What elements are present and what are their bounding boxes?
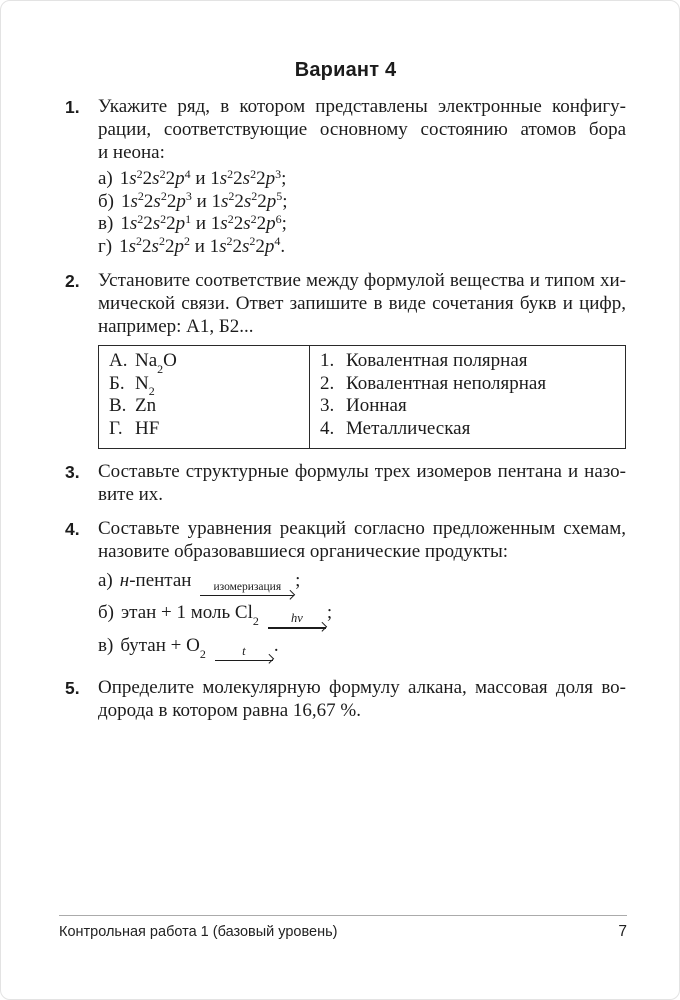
arrow-condition-label: изомеризация bbox=[213, 581, 282, 593]
bond-type-row bbox=[320, 373, 615, 396]
reaction-arrow-icon bbox=[268, 612, 326, 632]
question-text-line: Составьте структурные формулы трех изомеров пентана и назо- bbox=[98, 461, 626, 482]
substance-formula: $Na_2O$ bbox=[135, 350, 177, 376]
substance-formula: HF bbox=[135, 417, 160, 439]
row-label: А. bbox=[109, 350, 128, 371]
electron-configuration: $1s^22s^22p^2$ и $1s^22s^22p^4$. bbox=[119, 234, 286, 257]
question-number: 2. bbox=[65, 270, 80, 291]
electron-configuration: $1s^22s^22p^4$ и $1s^22s^22p^3$; bbox=[119, 166, 287, 189]
option-label: г) bbox=[98, 235, 113, 257]
reaction-schemes bbox=[98, 568, 626, 665]
row-label: Г. bbox=[109, 417, 123, 439]
question-text-line: мической связи. Ответ запишите в виде сочетания букв и цифр, bbox=[98, 293, 626, 314]
option-g bbox=[98, 236, 626, 259]
question-text-line: вите их. bbox=[98, 484, 164, 505]
table-cell-formulas bbox=[99, 346, 310, 449]
question-text-line: например: А1, Б2... bbox=[98, 316, 254, 337]
reactants: н-пентан bbox=[119, 570, 192, 591]
bond-type-row bbox=[320, 395, 615, 418]
row-label: 2. bbox=[320, 372, 335, 394]
question-body bbox=[98, 460, 626, 506]
option-b bbox=[98, 191, 626, 214]
punctuation: ; bbox=[326, 602, 333, 624]
reaction-label: в) bbox=[98, 634, 114, 656]
question-3 bbox=[65, 460, 626, 506]
question-text-line: и неона: bbox=[98, 142, 165, 163]
reaction-arrow-icon bbox=[215, 645, 273, 665]
reactants: бутан + $O_2$ bbox=[120, 634, 206, 661]
question-text-line: Укажите ряд, в котором представлены электронные конфигу- bbox=[98, 96, 626, 117]
question-number: 3. bbox=[65, 461, 80, 482]
question-number: 4. bbox=[65, 518, 80, 539]
row-label: 1. bbox=[320, 350, 335, 371]
bond-type: Ионная bbox=[346, 395, 407, 416]
question-1 bbox=[65, 95, 626, 258]
question-number: 5. bbox=[65, 677, 80, 698]
reaction-b bbox=[98, 600, 626, 632]
reaction-arrow-icon bbox=[200, 581, 294, 600]
bond-type-row bbox=[320, 350, 615, 373]
arrow-shaft bbox=[215, 660, 273, 661]
arrow-shaft bbox=[200, 595, 294, 596]
question-text-line: Определите молекулярную формулу алкана, массовая доля во- bbox=[98, 677, 626, 699]
row-label: В. bbox=[109, 395, 127, 416]
question-body bbox=[98, 269, 626, 449]
reaction-label: б) bbox=[98, 602, 114, 624]
electron-configuration: $1s^22s^22p^1$ и $1s^22s^22p^6$; bbox=[120, 211, 287, 234]
question-text-line: назовите образовавшиеся органические продукты: bbox=[98, 541, 509, 562]
reactants: этан + 1 моль $Cl_2$ bbox=[121, 602, 259, 629]
question-number: 1. bbox=[65, 96, 80, 117]
page-title: Вариант 4 bbox=[294, 59, 397, 81]
question-2 bbox=[65, 269, 626, 449]
page-number: 7 bbox=[618, 923, 627, 940]
bond-type: Ковалентная неполярная bbox=[346, 372, 547, 394]
option-label: в) bbox=[98, 213, 114, 234]
answer-options bbox=[98, 168, 626, 258]
option-label: б) bbox=[98, 190, 114, 212]
bond-type: Металлическая bbox=[346, 417, 471, 439]
option-v bbox=[98, 213, 626, 236]
row-label: Б. bbox=[109, 372, 125, 394]
page-footer bbox=[59, 915, 627, 941]
punctuation: ; bbox=[295, 570, 301, 591]
bond-type: Ковалентная полярная bbox=[346, 350, 528, 371]
arrow-condition-label: hν bbox=[290, 611, 303, 626]
footer-label: Контрольная работа 1 (базовый уровень) bbox=[59, 924, 338, 940]
question-body bbox=[98, 517, 626, 665]
arrow-shaft bbox=[268, 627, 326, 628]
substance-row bbox=[109, 395, 299, 418]
substance-formula: Zn bbox=[135, 395, 157, 416]
substance-row bbox=[109, 418, 299, 441]
question-4 bbox=[65, 517, 626, 665]
substance-formula: $N_2$ bbox=[135, 372, 155, 399]
row-label: 4. bbox=[320, 417, 335, 439]
substance-row bbox=[109, 372, 299, 399]
question-text-line: Составьте уравнения реакций согласно предложенным схемам, bbox=[98, 518, 626, 539]
option-label: а) bbox=[98, 168, 113, 189]
question-body bbox=[98, 676, 626, 722]
question-text-line: Установите соответствие между формулой вещества и типом хи- bbox=[98, 270, 626, 291]
table-cell-bond-types bbox=[310, 346, 626, 449]
option-a bbox=[98, 168, 626, 191]
electron-configuration: $1s^22s^22p^3$ и $1s^22s^22p^5$; bbox=[121, 189, 288, 212]
reaction-a bbox=[98, 568, 626, 600]
punctuation: . bbox=[273, 634, 279, 656]
reaction-label: а) bbox=[98, 570, 113, 591]
substance-row bbox=[109, 350, 299, 376]
bond-type-row bbox=[320, 418, 615, 441]
question-text-line: рации, соответствующие основному состоянию атомов бора bbox=[98, 119, 626, 140]
row-label: 3. bbox=[320, 395, 335, 416]
match-table bbox=[98, 345, 626, 449]
question-body bbox=[98, 95, 626, 258]
question-5 bbox=[65, 676, 626, 722]
reaction-v bbox=[98, 633, 626, 665]
question-text-line: дорода в котором равна 16,67 %. bbox=[98, 700, 362, 722]
arrow-condition-label: t bbox=[242, 643, 246, 658]
